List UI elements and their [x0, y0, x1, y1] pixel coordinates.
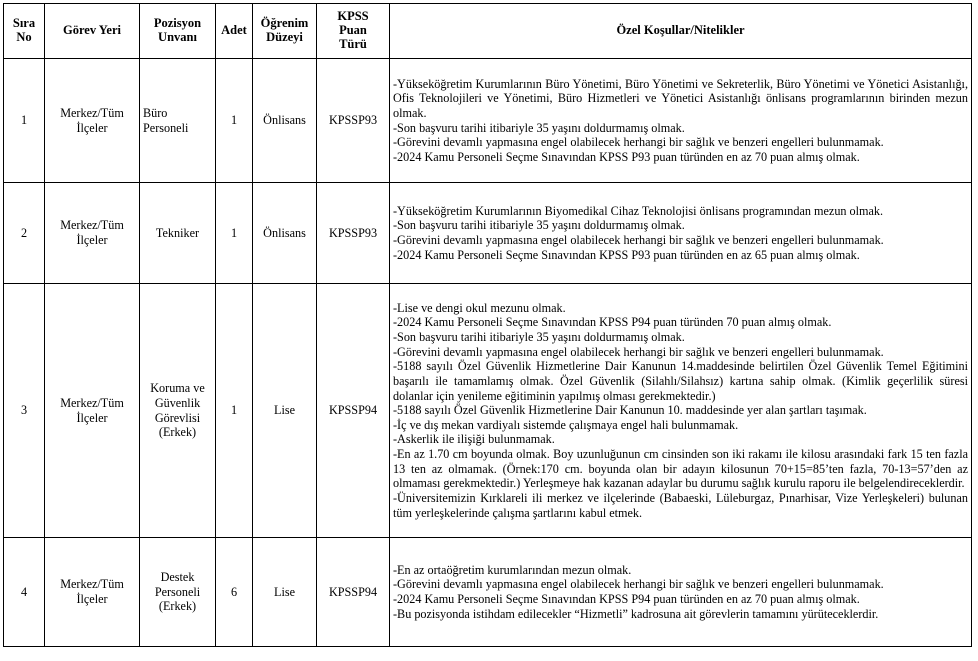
notes-cell — [390, 284, 972, 538]
note-line: -Görevini devamlı yapmasına engel olabilecek herhangi bir sağlık ve benzeri engelleri bulunmamak. — [393, 577, 884, 592]
note-line: -Son başvuru tarihi itibariyle 35 yaşını doldurmamış olmak. — [393, 120, 685, 135]
note-line: -Üniversitemizin Kırklareli ili merkez ve ilçelerinde (Babaeski, Lüleburgaz, Pınarhisar, Vize Yerleşkeleri) bulunan tüm yerleşkelerinde çalışma şartlarını kabul etmek. — [393, 491, 968, 520]
pozisyon-cell: Koruma ve Güvenlik Görevlisi (Erkek) — [140, 284, 216, 538]
row-number: 3 — [4, 284, 45, 538]
pozisyon-cell: Tekniker — [140, 183, 216, 284]
notes-cell — [390, 538, 972, 647]
note-line: -5188 sayılı Özel Güvenlik Hizmetlerine Dair Kanunun 10. maddesinde yer alan şartları taşımak. — [393, 403, 867, 418]
note-line: -2024 Kamu Personeli Seçme Sınavından KPSS P93 puan türünden en az 65 puan almış olmak. — [393, 247, 860, 262]
ogrenim-cell: Lise — [253, 538, 317, 647]
positions-table — [3, 3, 972, 647]
ogrenim-cell: Lise — [253, 284, 317, 538]
gorev-yeri-cell: Merkez/Tüm İlçeler — [45, 183, 140, 284]
table-row — [4, 183, 972, 284]
notes-cell — [390, 59, 972, 183]
adet-cell: 6 — [216, 538, 253, 647]
gorev-yeri-cell: Merkez/Tüm İlçeler — [45, 284, 140, 538]
note-line: -Son başvuru tarihi itibariyle 35 yaşını doldurmamış olmak. — [393, 329, 685, 344]
table-row — [4, 284, 972, 538]
note-line: -En az 1.70 cm boyunda olmak. Boy uzunluğunun cm cinsinden son iki rakamı ile kilosu arasındaki fark 15 ten fazla 13 ten az olmamak. (Örnek:170 cm. boyunda olan bir adayın kilosunun 70+15=85’ten fazla, 70-13=57’den az olmaması gerekmektedir.) Yerleşmeye hak kazanan adaylar bu durumu sağlık kurulu raporu ile belgelendireceklerdir. — [393, 447, 968, 491]
header-row — [4, 4, 972, 59]
table-row — [4, 59, 972, 183]
kpss-cell: KPSSP94 — [317, 284, 390, 538]
note-line: -İç ve dış mekan vardiyalı sistemde çalışmaya engel hali bulunmamak. — [393, 417, 739, 432]
gorev-yeri-cell: Merkez/Tüm İlçeler — [45, 538, 140, 647]
ogrenim-cell: Önlisans — [253, 59, 317, 183]
pozisyon-cell: Destek Personeli (Erkek) — [140, 538, 216, 647]
header-ozel-kosullar: Özel Koşullar/Nitelikler — [390, 4, 972, 59]
note-line: -Yükseköğretim Kurumlarının Biyomedikal Cihaz Teknolojisi önlisans programından mezun olmak. — [393, 203, 884, 218]
gorev-yeri-cell: Merkez/Tüm İlçeler — [45, 59, 140, 183]
kpss-cell: KPSSP94 — [317, 538, 390, 647]
ogrenim-cell: Önlisans — [253, 183, 317, 284]
table-row — [4, 538, 972, 647]
row-number: 2 — [4, 183, 45, 284]
header-sira-no: Sıra No — [4, 4, 45, 59]
note-line: -Görevini devamlı yapmasına engel olabilecek herhangi bir sağlık ve benzeri engelleri bulunmamak. — [393, 233, 884, 247]
row-number: 4 — [4, 538, 45, 647]
note-line: -Bu pozisyonda istihdam edilecekler “Hizmetli” kadrosuna ait görevlerin tamamını yürüteceklerdir. — [393, 606, 879, 621]
header-gorev-yeri: Görev Yeri — [45, 4, 140, 59]
adet-cell: 1 — [216, 284, 253, 538]
note-line: -Yükseköğretim Kurumlarının Büro Yönetimi, Büro Yönetimi ve Sekreterlik, Büro Yönetimi ve Yönetici Asistanlığı, Ofis Teknolojileri ve Yönetimi, Büro Hizmetleri ve Yönetici Asistanlığı önlisans programlarının birinden mezun olmak. — [393, 76, 968, 120]
kpss-cell: KPSSP93 — [317, 59, 390, 183]
note-line: -Görevini devamlı yapmasına engel olabilecek herhangi bir sağlık ve benzeri engelleri bulunmamak. — [393, 135, 884, 150]
row-number: 1 — [4, 59, 45, 183]
header-adet: Adet — [216, 4, 253, 59]
note-line: -2024 Kamu Personeli Seçme Sınavından KPSS P94 puan türünden en az 70 puan almış olmak. — [393, 592, 860, 606]
header-kpss-puan-turu: KPSS Puan Türü — [317, 4, 390, 59]
note-line: -Askerlik ile ilişiği bulunmamak. — [393, 432, 555, 447]
header-ogrenim-duzeyi: Öğrenim Düzeyi — [253, 4, 317, 59]
pozisyon-cell: Büro Personeli — [140, 59, 216, 183]
adet-cell: 1 — [216, 59, 253, 183]
note-line: -2024 Kamu Personeli Seçme Sınavından KPSS P94 puan türünden 70 puan almış olmak. — [393, 315, 832, 330]
note-line: -Görevini devamlı yapmasına engel olabilecek herhangi bir sağlık ve benzeri engelleri bulunmamak. — [393, 344, 884, 359]
note-line: -Son başvuru tarihi itibariyle 35 yaşını doldurmamış olmak. — [393, 218, 685, 233]
header-pozisyon-unvani: Pozisyon Unvanı — [140, 4, 216, 59]
kpss-cell: KPSSP93 — [317, 183, 390, 284]
note-line: -5188 sayılı Özel Güvenlik Hizmetlerine Dair Kanunun 14.maddesinde belirtilen Özel Güvenlik Temel Eğitimini başarılı ile tamamlamış olmak. Özel Güvenlik (Silahlı/Silahsız) kartına sahip olmak. (Kimlik geçerlilik süresi dolanlar için yenileme eğitiminin yapılmış olması gerekmektedir.) — [393, 359, 968, 403]
note-line: -Lise ve dengi okul mezunu olmak. — [393, 300, 566, 315]
adet-cell: 1 — [216, 183, 253, 284]
notes-cell — [390, 183, 972, 284]
note-line: -En az ortaöğretim kurumlarından mezun olmak. — [393, 562, 632, 577]
note-line: -2024 Kamu Personeli Seçme Sınavından KPSS P93 puan türünden en az 70 puan almış olmak. — [393, 149, 860, 164]
